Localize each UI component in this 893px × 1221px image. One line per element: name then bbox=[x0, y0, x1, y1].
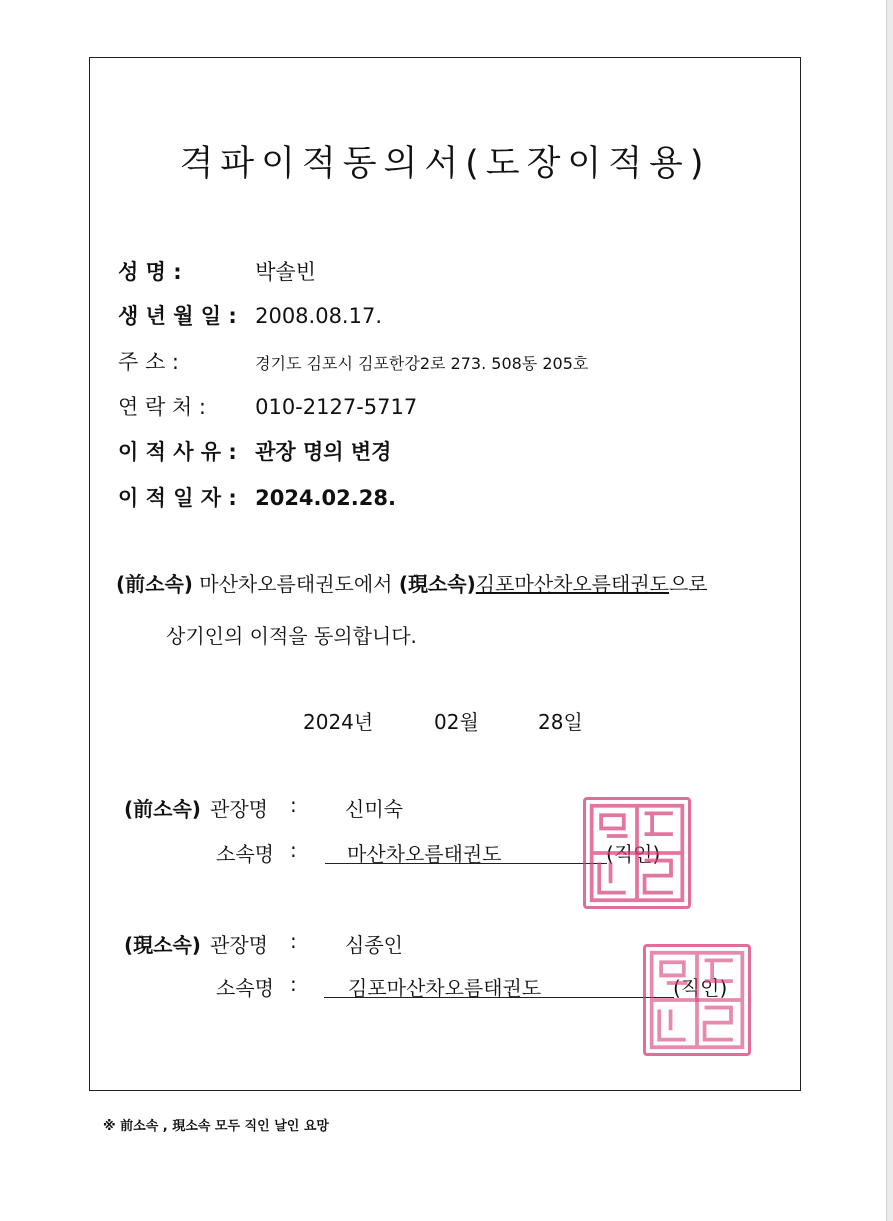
colon: : bbox=[290, 972, 297, 996]
curr-dojang: 김포마산차오름태권도 bbox=[475, 572, 669, 596]
field-label: 이 적 사 유 : bbox=[118, 440, 237, 464]
consent-suffix: 으로 bbox=[668, 572, 708, 596]
curr-dojang-label: 소속명 bbox=[216, 976, 274, 1000]
footnote: ※ 前소속 , 現소속 모두 직인 날인 요망 bbox=[103, 1119, 329, 1134]
curr-dojang-underline bbox=[324, 997, 674, 998]
field-birthdate bbox=[118, 300, 382, 330]
prev-dojang-underline bbox=[325, 863, 607, 864]
field-label: 이 적 일 자 : bbox=[118, 486, 237, 510]
curr-master-label: 관장명 bbox=[210, 933, 268, 957]
prev-master-name: 신미숙 bbox=[345, 797, 403, 821]
field-value: 2008.08.17. bbox=[255, 304, 383, 328]
date-month: 02월 bbox=[434, 710, 479, 734]
field-value: 관장 명의 변경 bbox=[255, 440, 392, 464]
date-day: 28일 bbox=[538, 710, 583, 734]
field-reason bbox=[118, 436, 391, 466]
colon: : bbox=[290, 838, 297, 862]
prev-master-row bbox=[90, 793, 800, 823]
field-label: 생 년 월 일 : bbox=[118, 304, 237, 328]
prev-dojang: 마산차오름태권도에서 bbox=[199, 572, 393, 596]
date-year: 2024년 bbox=[303, 710, 374, 734]
document-title: 격파이적동의서(도장이적용) bbox=[179, 144, 711, 184]
curr-master-name: 심종인 bbox=[345, 933, 403, 957]
field-transfer-date bbox=[118, 482, 396, 512]
field-label: 주 소 : bbox=[118, 350, 179, 374]
curr-affiliation-tag: (現소속) bbox=[398, 572, 476, 596]
curr-seal-label: (직인) bbox=[673, 976, 728, 1000]
field-value: 010-2127-5717 bbox=[255, 395, 418, 419]
field-address bbox=[118, 346, 588, 376]
document-frame bbox=[89, 57, 801, 1091]
curr-dojang-name: 김포마산차오름태권도 bbox=[348, 976, 542, 1000]
prev-dojang-name: 마산차오름태권도 bbox=[347, 842, 502, 866]
colon: : bbox=[290, 793, 297, 817]
field-value: 경기도 김포시 김포한강2로 273. 508동 205호 bbox=[255, 354, 589, 373]
colon: : bbox=[290, 929, 297, 953]
prev-dojang-label: 소속명 bbox=[216, 842, 274, 866]
curr-official-seal bbox=[643, 944, 751, 1056]
field-contact bbox=[118, 391, 417, 421]
field-value: 2024.02.28. bbox=[255, 486, 396, 510]
consent-line-1 bbox=[116, 568, 708, 597]
prev-seal-label: (직인) bbox=[606, 842, 661, 866]
consent-line-2: 상기인의 이적을 동의합니다. bbox=[166, 624, 417, 648]
prev-master-label: 관장명 bbox=[210, 797, 268, 821]
curr-tag: (現소속) bbox=[124, 933, 201, 957]
field-label: 연 락 처 : bbox=[118, 395, 206, 419]
scrollbar[interactable] bbox=[886, 0, 893, 1221]
field-label: 성 명 : bbox=[118, 260, 182, 284]
prev-affiliation-tag: (前소속) bbox=[116, 572, 193, 596]
field-name bbox=[118, 256, 316, 286]
prev-official-seal bbox=[583, 797, 691, 909]
seal-icon bbox=[586, 800, 688, 906]
prev-tag: (前소속) bbox=[124, 797, 201, 821]
field-value: 박솔빈 bbox=[255, 260, 316, 284]
seal-icon bbox=[646, 947, 748, 1053]
